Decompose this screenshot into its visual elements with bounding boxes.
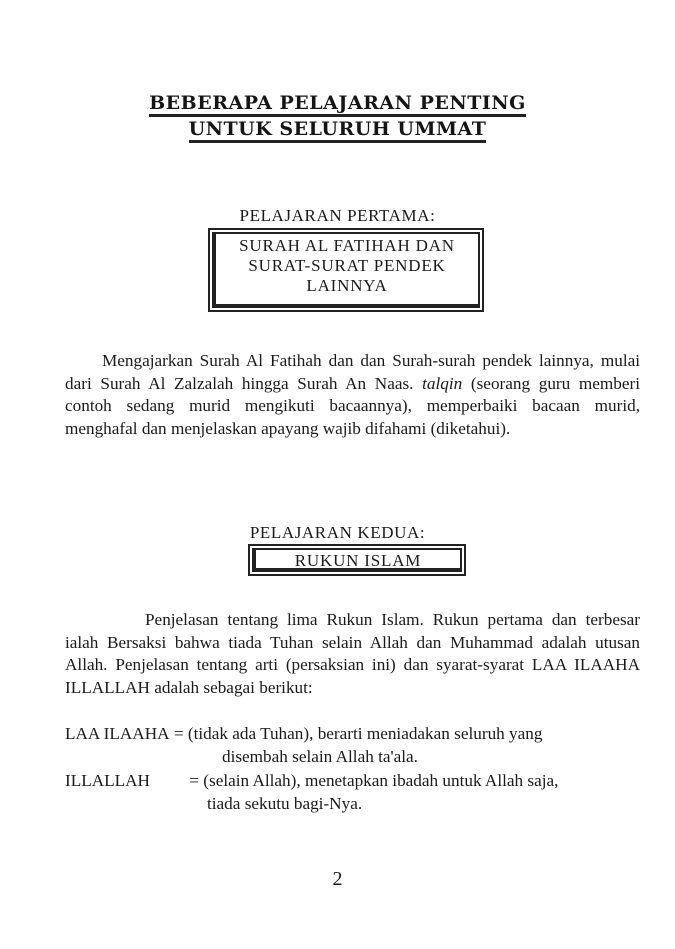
paragraph-text: (seorang guru memberi contoh sedang murid mengikuti bacaannya), memperbaiki bacaan murid, menghafal dan menjelaskan apayang wajib difahami (diketahui).	[65, 373, 640, 438]
definition-line: (tidak ada Tuhan), berarti meniadakan seluruh yang	[187, 724, 543, 743]
lesson-1-paragraph	[65, 350, 640, 440]
page-title-line-2	[0, 118, 675, 143]
lesson-2-box-text: RUKUN ISLAM	[294, 551, 422, 570]
page-number: 2	[332, 868, 343, 890]
page-title-line-1	[0, 92, 675, 117]
lesson-1-box-line: SURAH AL FATIHAH DAN	[239, 236, 455, 255]
definition-continuation: tiada sekutu bagi-Nya.	[207, 794, 363, 813]
lesson-2-title-box	[252, 548, 462, 572]
lesson-2-label: PELAJARAN KEDUA:	[249, 523, 426, 542]
definition-term: LAA ILAAHA	[65, 724, 170, 743]
paragraph-text: Mengajarkan Surah Al Fatihah dan dan Surah-surah pendek lainnya, mulai dari Surah Al Zalzalah hingga Surah An Naas.	[65, 351, 640, 393]
definition-equals: =	[173, 724, 184, 743]
definition-line: (selain Allah), menetapkan ibadah untuk Allah saja,	[203, 771, 559, 790]
definition-row	[65, 723, 645, 746]
lesson-1-box-line: SURAT-SURAT PENDEK	[248, 256, 446, 275]
italic-term: talqin	[422, 373, 463, 393]
lesson-1-label: PELAJARAN PERTAMA:	[239, 206, 436, 225]
definition-term: ILLALLAH	[65, 771, 150, 790]
title-text-2: UNTUK SELURUH UMMAT	[189, 118, 487, 143]
title-text-1: BEBERAPA PELAJARAN PENTING	[149, 92, 526, 117]
lesson-2-paragraph: Penjelasan tentang lima Rukun Islam. Rukun pertama dan terbesar ialah Bersaksi bahwa tiada Tuhan selain Allah dan Muhammad adalah utusan Allah. Penjelasan tentang arti (persaksian ini) dan syarat-syarat LAA ILAAHA ILLALLAH adalah sebagai berikut:	[65, 610, 640, 697]
definition-row	[65, 770, 645, 793]
definition-equals: =	[189, 771, 199, 790]
lesson-1-box-line: LAINNYA	[306, 276, 388, 295]
lesson-1-title-box	[212, 232, 480, 308]
definition-continuation: disembah selain Allah ta'ala.	[222, 747, 418, 766]
